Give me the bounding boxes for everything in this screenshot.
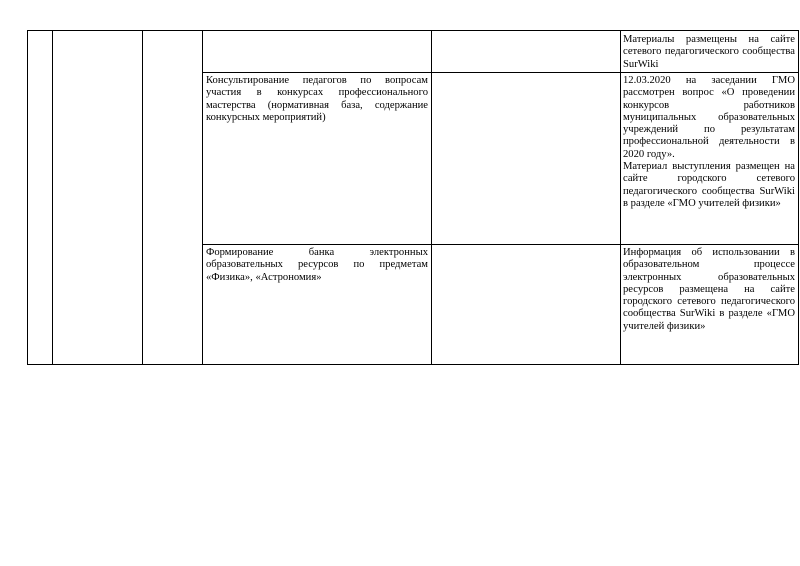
row-divider [202, 244, 799, 245]
column-divider [202, 30, 203, 365]
column-divider [431, 30, 432, 365]
column-divider [27, 30, 28, 365]
column-divider [52, 30, 53, 365]
table-cell-result: Информация об использовании в образовательном процессе электронных образовательных ресурсов размещена на сайте городского сетевого педагогического сообщества SurWiki в разделе «ГМО учителей физики» [623, 247, 795, 332]
column-divider [798, 30, 799, 365]
table-cell-result: Материалы размещены на сайте сетевого педагогического сообщества SurWiki [623, 34, 795, 70]
column-divider [142, 30, 143, 365]
table-cell-activity: Консультирование педагогов по вопросам участия в конкурсах профессионального мастерства (нормативная база, содержание конкурсных мероприятий) [206, 75, 428, 123]
row-divider [202, 72, 799, 73]
table-cell-result: 12.03.2020 на заседании ГМО рассмотрен вопрос «О проведении конкурсов работников муниципальных образовательных учреждений по результатам профессиональной деятельности в 2020 году». Материал выступления размещен на сайте городского сетевого педагогического сообщества SurWiki в разделе «ГМО учителей физики» [623, 75, 795, 209]
table-cell-activity: Формирование банка электронных образовательных ресурсов по предметам «Физика», «Астрономия» [206, 247, 428, 283]
column-divider [620, 30, 621, 365]
